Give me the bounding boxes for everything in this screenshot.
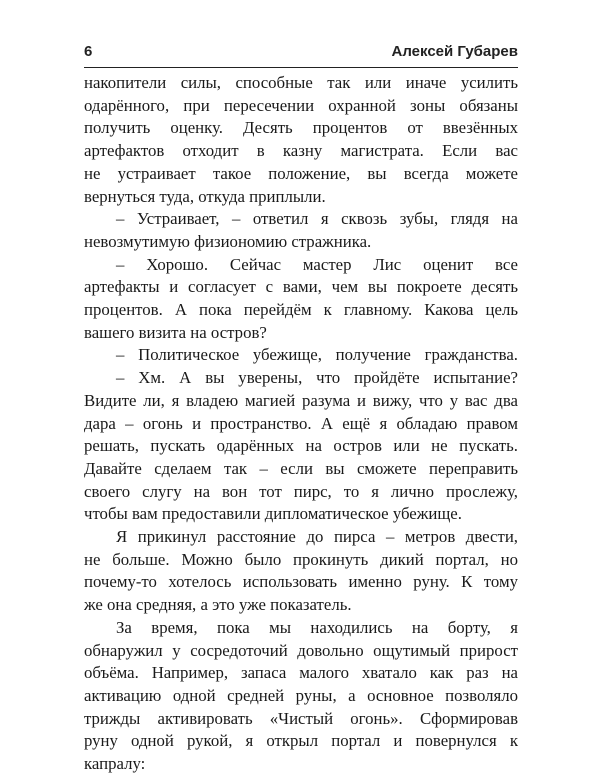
text-line: вернуться туда, откуда приплыли. <box>84 186 326 206</box>
text-line: капралу: <box>84 754 146 774</box>
page-number: 6 <box>84 43 93 60</box>
text-line: своего слугу на вон тот пирс, то я лично прослежу, <box>84 481 518 501</box>
text-line: накопители силы, способные так или иначе усилить <box>84 73 518 92</box>
text-line: руну одной рукой, я открыл портал и повернулся к <box>84 731 518 751</box>
text-line: чтобы вам предоставили дипломатическое убежище. <box>84 504 462 524</box>
text-line: решать, пускать одарённых на остров или не пускать. <box>84 436 518 456</box>
text-line: же она средняя, а это уже показатель. <box>84 595 352 615</box>
text-line: не устраивает такое положение, вы всегда можете <box>84 163 518 183</box>
text-line: объёма. Например, запаса малого хватало как раз на <box>84 663 518 683</box>
page-header <box>84 41 518 68</box>
text-line: Давайте сделаем так – если вы сможете переправить <box>84 458 518 478</box>
text-line: почему-то хотелось использовать именно руну. К тому <box>84 572 518 592</box>
text-line: получить оценку. Десять процентов от ввезённых <box>84 118 518 138</box>
text-line: не больше. Можно было прокинуть дикий портал, но <box>84 549 518 569</box>
text-line: дара – огонь и пространство. А ещё я обладаю правом <box>84 413 518 433</box>
text-line: обнаружил у сосредоточий довольно ощутимый прирост <box>84 640 518 660</box>
text-line: активацию одной средней руны, а основное позволяло <box>84 685 518 705</box>
text-line: вашего визита на остров? <box>84 322 267 342</box>
text-line: – Хм. А вы уверены, что пройдёте испытание? <box>116 368 518 388</box>
text-line: Я прикинул расстояние до пирса – метров двести, <box>116 527 518 547</box>
text-line: Видите ли, я владею магией разума и вижу, что у вас два <box>84 390 518 410</box>
body-text <box>84 72 518 776</box>
text-line: невозмутимую физиономию стражника. <box>84 231 372 251</box>
text-line: – Устраивает, – ответил я сквозь зубы, глядя на <box>116 209 518 229</box>
text-line: трижды активировать «Чистый огонь». Сформировав <box>84 708 518 728</box>
text-line: артефакты и согласует с вами, чем вы покроете десять <box>84 277 518 297</box>
text-line: процентов. А пока перейдём к главному. Какова цель <box>84 300 518 320</box>
text-line: одарённого, при пересечении охранной зоны обязаны <box>84 95 518 115</box>
running-head-author: Алексей Губарев <box>391 43 518 60</box>
text-line: артефактов отходит в казну магистрата. Если вас <box>84 141 518 161</box>
text-line: – Хорошо. Сейчас мастер Лис оценит все <box>116 254 518 274</box>
text-line: – Политическое убежище, получение гражданства. <box>116 345 518 365</box>
text-line: За время, пока мы находились на борту, я <box>116 617 518 637</box>
